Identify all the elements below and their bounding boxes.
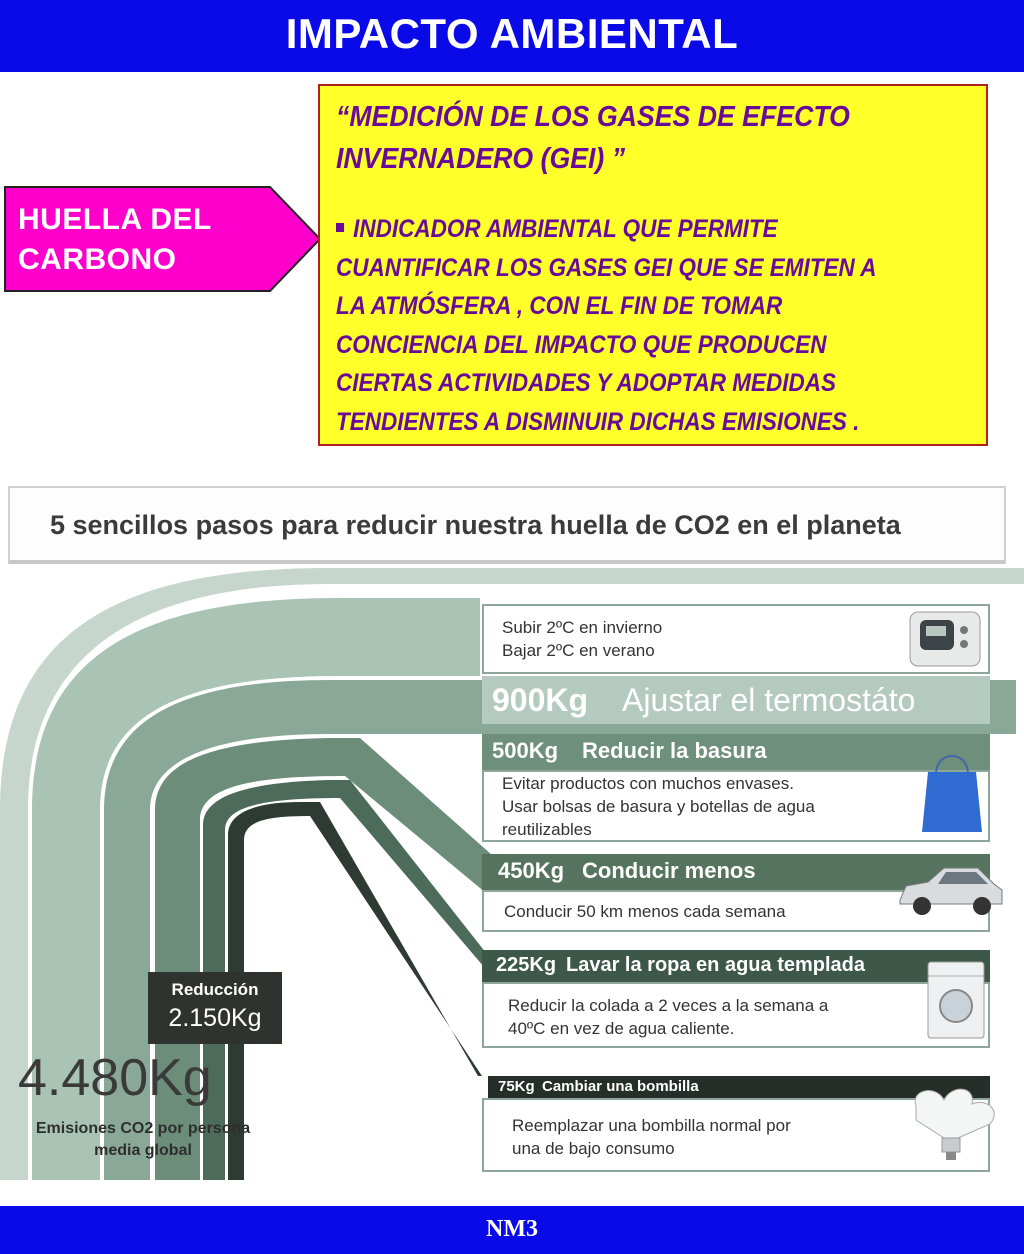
step-conducir-kg: 450Kg	[498, 858, 565, 883]
step-lavar-line2: 40ºC en vez de agua caliente.	[508, 1019, 735, 1038]
huella-label-line2: CARBONO	[18, 243, 177, 276]
step-bombilla-kg: 75Kg	[498, 1078, 535, 1095]
step-bombilla-line1: Reemplazar una bombilla normal por	[512, 1116, 791, 1135]
step-basura-line2: Usar bolsas de basura y botellas de agua	[502, 797, 815, 816]
step-lavar-label: Lavar la ropa en agua templada	[566, 954, 865, 976]
footer-code: NM3	[486, 1216, 538, 1242]
car-icon	[894, 860, 1006, 922]
infographic-title: 5 sencillos pasos para reducir nuestra huella de CO2 en el planeta	[50, 510, 901, 540]
definition-line: TENDIENTES A DISMINUIR DICHAS EMISIONES .	[336, 407, 860, 436]
step-basura-line3: reutilizables	[502, 820, 592, 839]
reduction-box	[148, 972, 282, 1044]
huella-label	[18, 200, 268, 280]
definition-line-text: INDICADOR AMBIENTAL QUE PERMITE	[353, 215, 778, 243]
step-thermostat-bar	[482, 676, 990, 724]
huella-arrow	[4, 186, 322, 292]
total-caption	[8, 1118, 278, 1162]
definition-body	[336, 210, 957, 441]
reduction-label: Reducción	[171, 980, 259, 999]
step-lavar-bar	[482, 950, 990, 982]
infographic-title-box	[8, 486, 1006, 564]
step-conducir-label: Conducir menos	[582, 858, 756, 883]
huella-label-line1: HUELLA DEL	[18, 203, 212, 236]
totals-box	[8, 972, 278, 1172]
step-lavar-kg: 225Kg	[496, 954, 557, 976]
definition-heading	[336, 96, 925, 180]
step-thermostat-kg: 900Kg	[492, 682, 589, 718]
definition-line: CIERTAS ACTIVIDADES Y ADOPTAR MEDIDAS	[336, 369, 837, 397]
definition-line: CONCIENCIA DEL IMPACTO QUE PRODUCEN	[336, 330, 827, 359]
washing-machine-icon	[926, 960, 988, 1042]
step-thermostat-line2: Bajar 2ºC en verano	[502, 641, 655, 660]
step-basura-label: Reducir la basura	[582, 738, 767, 763]
step-basura-line1: Evitar productos con muchos envases.	[502, 774, 794, 793]
definition-heading-line1: “MEDICIÓN DE LOS GASES DE EFECTO	[336, 101, 850, 133]
total-caption-line1: Emisiones CO2 por persona	[35, 1120, 251, 1137]
page-title: IMPACTO AMBIENTAL	[285, 10, 739, 57]
bullet-icon	[336, 223, 344, 232]
header-bar	[0, 0, 1024, 72]
definition-line: CUANTIFICAR LOS GASES GEI QUE SE EMITEN A	[336, 253, 877, 282]
definition-box	[318, 84, 988, 446]
bag-icon	[914, 744, 990, 836]
step-basura-kg: 500Kg	[492, 738, 559, 763]
total-value: 4.480Kg	[18, 1049, 212, 1107]
footer-bar	[0, 1206, 1024, 1254]
step-thermostat-line1: Subir 2ºC en invierno	[502, 618, 663, 637]
definition-line	[336, 210, 957, 249]
step-conducir-line1: Conducir 50 km menos cada semana	[504, 902, 786, 921]
definition-heading-line2: INVERNADERO (GEI) ”	[336, 143, 626, 175]
total-caption-line2: media global	[94, 1142, 192, 1159]
step-bombilla-label: Cambiar una bombilla	[542, 1078, 699, 1095]
co2-infographic	[0, 480, 1024, 1180]
step-bombilla-line2: una de bajo consumo	[512, 1139, 675, 1158]
definition-line: LA ATMÓSFERA , CON EL FIN DE TOMAR	[336, 292, 783, 320]
step-lavar-line1: Reducir la colada a 2 veces a la semana a	[508, 996, 829, 1015]
step-thermostat-label: Ajustar el termostáto	[622, 682, 916, 718]
reduction-value: 2.150Kg	[168, 1004, 262, 1032]
step-lavar-panel	[482, 982, 990, 1048]
thermostat-icon	[908, 608, 984, 670]
lightbulb-icon	[906, 1080, 1006, 1166]
